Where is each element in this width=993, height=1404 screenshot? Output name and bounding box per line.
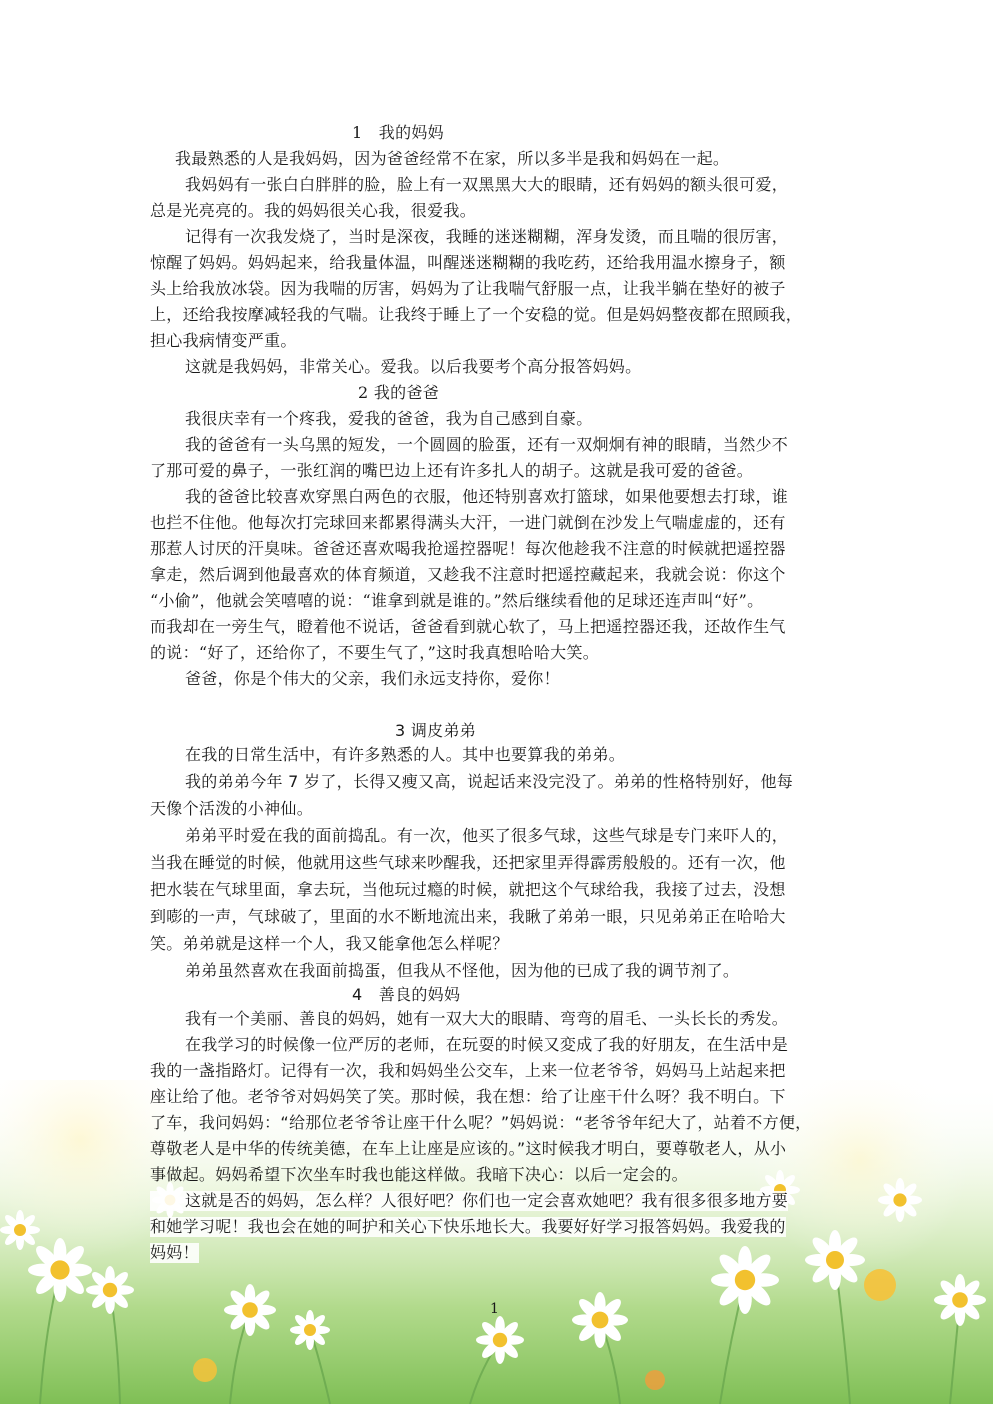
paragraph-line: 我最熟悉的人是我妈妈，因为爸爸经常不在家，所以多半是我和妈妈在一起。: [175, 149, 730, 168]
paragraph-line: 到嘭的一声，气球破了，里面的水不断地流出来，我瞅了弟弟一眼，只见弟弟正在哈哈大: [150, 907, 786, 926]
paragraph-line: 我的爸爸比较喜欢穿黑白两色的衣服，他还特别喜欢打篮球，如果他要想去打球，谁: [185, 487, 789, 506]
paragraph-line: 座让给了他。老爷爷对妈妈笑了笑。那时候，我在想：给了让座干什么呀？我不明白。下: [150, 1087, 786, 1106]
paragraph-line: 记得有一次我发烧了，当时是深夜，我睡的迷迷糊糊，浑身发烫，而且喘的很厉害，: [185, 227, 789, 246]
section-title: 3 调皮弟弟: [395, 721, 477, 740]
paragraph-line: 总是光亮亮的。我的妈妈很关心我，很爱我。: [150, 201, 477, 220]
paragraph-line: 我有一个美丽、善良的妈妈，她有一双大大的眼睛、弯弯的眉毛、一头长长的秀发。: [185, 1009, 789, 1028]
section-title: 1 我的妈妈: [352, 123, 444, 142]
paragraph-line: 在我学习的时候像一位严厉的老师，在玩耍的时候又変成了我的好朋友，在生活中是: [185, 1035, 789, 1054]
paragraph-line: 也拦不住他。他每次打完球回来都累得满头大汗，一进门就倒在沙发上气喘虚虚的，还有: [150, 513, 786, 532]
paragraph-line: 我的一盏指路灯。记得有一次，我和妈妈坐公交车，上来一位老爷爷，妈妈马上站起来把: [150, 1061, 786, 1080]
section-title: 2 我的爸爸: [358, 383, 440, 402]
paragraph-line: 和她学习呢！我也会在她的呵护和关心下快乐地长大。我要好好学习报答妈妈。我爱我的: [150, 1217, 786, 1236]
paragraph-line: 了车，我问妈妈：“给那位老爷爷让座干什么呢？”妈妈说：“老爷爷年纪大了，站着不方便，: [150, 1113, 812, 1132]
paragraph-line: 的说：“好了，还给你了，不要生气了，”这时我真想哈哈大笑。: [150, 643, 600, 662]
paragraph-line: 妈妈！: [150, 1243, 199, 1262]
paragraph-line: 事做起。妈妈希望下次坐车时我也能这样做。我暗下决心：以后一定会的。: [150, 1165, 688, 1184]
paragraph-line: 弟弟平时爱在我的面前捣乱。有一次，他买了很多气球，这些气球是专门来吓人的，: [150, 826, 788, 846]
paragraph-line: 在我的日常生活中，有许多熟悉的人。其中也要算我的弟弟。: [150, 745, 625, 765]
paragraph-line: 这就是否的妈妈，怎么样？人很好吧？你们也一定会喜欢她吧？我有很多很多地方要: [150, 1191, 788, 1211]
paragraph-line: 拿走，然后调到他最喜欢的体育频道，又趁我不注意时把遥控藏起来，我就会说：你这个: [150, 565, 786, 584]
paragraph-line: 弟弟虽然喜欢在我面前捣蛋，但我从不怪他，因为他的已成了我的调节剂了。: [150, 961, 739, 981]
paragraph-line: 爸爸，你是个伟大的父亲，我们永远支持你，爱你！: [185, 669, 560, 688]
paragraph-line: 头上给我放冰袋。因为我喘的厉害，妈妈为了让我喘气舒服一点，让我半躺在垫好的被子: [150, 279, 786, 298]
paragraph-line: “小偷”，他就会笑嘻嘻的说：“谁拿到就是谁的。”然后继续看他的足球还连声叫“好”。: [150, 591, 764, 610]
paragraph-line: 当我在睡觉的时候，他就用这些气球来吵醒我，还把家里弄得霹雳般般的。还有一次，他: [150, 853, 786, 872]
paragraph-line: 这就是我妈妈，非常关心。爱我。以后我要考个高分报答妈妈。: [185, 357, 642, 376]
paragraph-line: 惊醒了妈妈。妈妈起来，给我量体温，叫醒迷迷糊糊的我吃药，还给我用温水擦身子，额: [150, 253, 786, 272]
paragraph-line: 我的爸爸有一头乌黑的短发，一个圆圆的脸蛋，还有一双炯炯有神的眼睛，当然少不: [185, 435, 789, 454]
paragraph-line: 那惹人讨厌的汗臭味。爸爸还喜欢喝我抢遥控器呢！每次他趁我不注意的时候就把遥控器: [150, 539, 786, 558]
page-number: 1: [490, 1301, 499, 1317]
paragraph-line: 笑。弟弟就是这样一个人，我又能拿他怎么样呢？: [150, 934, 509, 953]
paragraph-line: 尊敬老人是中华的传统美德，在车上让座是应该的。”这时候我才明白，要尊敬老人，从小: [150, 1139, 787, 1158]
paragraph-line: 我的弟弟今年 7 岁了，长得又瘦又高，说起话来没完没了。弟弟的性格特别好，他每: [150, 772, 793, 792]
paragraph-line: 了那可爱的鼻子，一张红润的嘴巴边上还有许多扎人的胡子。这就是我可爱的爸爸。: [150, 461, 754, 480]
paragraph-line: 我妈妈有一张白白胖胖的脸，脸上有一双黑黑大大的眼睛，还有妈妈的额头很可爱，: [185, 175, 789, 194]
section-title: 4 善良的妈妈: [352, 985, 461, 1004]
paragraph-line: 担心我病情变严重。: [150, 331, 297, 350]
paragraph-line: 把水装在气球里面，拿去玩，当他玩过瘾的时候，就把这个气球给我，我接了过去，没想: [150, 880, 786, 899]
paragraph-line: 我很庆幸有一个疼我，爱我的爸爸，我为自己感到自豪。: [185, 409, 593, 428]
paragraph-line: 上，还给我按摩减轻我的气喘。让我终于睡上了一个安稳的觉。但是妈妈整夜都在照顾我，: [150, 305, 803, 324]
paragraph-line: 而我却在一旁生气，瞪着他不说话，爸爸看到就心软了，马上把遥控器还我，还故作生气: [150, 617, 786, 636]
paragraph-line: 天像个活泼的小神仙。: [150, 799, 314, 818]
